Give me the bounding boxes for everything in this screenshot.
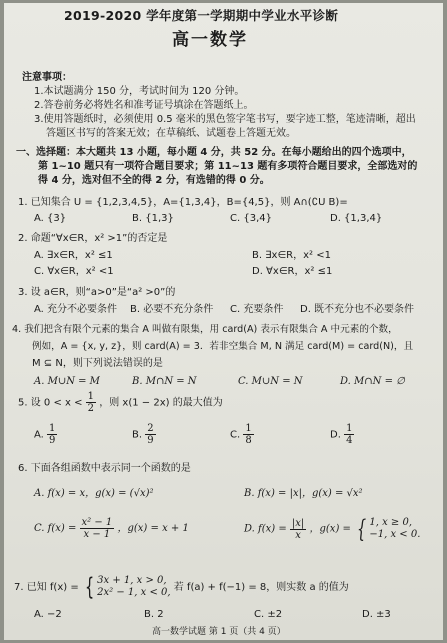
- q3-option-a: A. 充分不必要条件: [34, 304, 118, 315]
- q2-option-d: D. ∀x∈R，x² ≤1: [252, 266, 333, 277]
- q6-option-b: B. f(x) = |x|，g(x) = √x²: [244, 488, 363, 499]
- exam-page: [4, 3, 443, 640]
- question-1-stem: 1. 已知集合 U = {1,2,3,4,5}，A={1,3,4}，B={4,5}，则 A∩(∁U B)=: [18, 197, 348, 208]
- option-fraction: [80, 517, 115, 540]
- q4-option-a: A. M∪N = M: [34, 376, 100, 387]
- q5-option-a: [34, 423, 57, 446]
- q3-option-d: D. 既不充分也不必要条件: [300, 304, 415, 315]
- q7-option-c: C. ±2: [254, 609, 283, 620]
- q3-option-c: C. 充要条件: [230, 304, 284, 315]
- q5-option-c: [230, 423, 254, 446]
- option-fraction: [145, 423, 155, 446]
- question-4-line: 4. 我们把含有限个元素的集合 A 叫做有限集，用 card(A) 表示有限集合 A 中元素的个数，: [12, 324, 398, 335]
- fraction-numerator: 2: [147, 423, 154, 434]
- fraction-denominator: x: [295, 529, 301, 541]
- page-footer: 高一数学试题 第 1 页（共 4 页）: [152, 627, 286, 637]
- option-fraction: [47, 423, 57, 446]
- fraction-denominator: 2: [87, 403, 95, 414]
- q2-option-a: A. ∃x∈R，x² ≤1: [34, 250, 113, 261]
- q3-option-b: B. 必要不充分条件: [130, 304, 214, 315]
- fraction-numerator: x² − 1: [81, 517, 113, 528]
- q4-option-c: C. M∪N = N: [238, 376, 303, 387]
- option-fraction: [290, 518, 306, 541]
- left-brace: {: [357, 515, 367, 543]
- q7-stem-pre: 7. 已知 f(x) =: [14, 582, 79, 593]
- option-text: ，g(x) =: [309, 523, 351, 535]
- q1-option-a: A. {3}: [34, 213, 67, 224]
- question-3-stem: 3. 设 a∈R，则“a>0”是“a² >0”的: [18, 287, 176, 298]
- case-line: −1, x < 0.: [369, 529, 421, 540]
- question-4-line: M ⊆ N，则下列说法错误的是: [32, 358, 163, 369]
- q7-option-a: A. −2: [34, 609, 62, 620]
- q5-stem-post: ，则 x(1 − 2x) 的最大值为: [99, 397, 223, 409]
- q6-option-d: [244, 517, 420, 541]
- fraction-denominator: 8: [245, 435, 252, 446]
- section-instructions: 一、选择题：本大题共 13 小题，每小题 4 分，共 52 分。在每小题给出的四个选项中，: [16, 147, 412, 158]
- q5-option-d: [330, 423, 354, 446]
- fraction-numerator: 1: [245, 423, 252, 434]
- note-line: 2.答卷前务必将姓名和准考证号填涂在答题纸上。: [34, 100, 254, 111]
- q5-option-b: [132, 423, 156, 446]
- option-text: D. f(x) =: [244, 523, 287, 535]
- q7-stem-post: 若 f(a) + f(−1) = 8，则实数 a 的值为: [173, 582, 349, 593]
- q2-option-c: C. ∀x∈R，x² <1: [34, 266, 114, 277]
- fraction-denominator: 9: [49, 435, 56, 446]
- question-2-stem: 2. 命题“∀x∈R，x² >1”的否定是: [18, 233, 168, 244]
- question-5-stem: [18, 391, 223, 414]
- option-text: C. f(x) =: [34, 523, 77, 534]
- fraction-numerator: |x|: [291, 517, 305, 529]
- q6-option-a: A. f(x) = x，g(x) = (√x)²: [34, 488, 154, 499]
- fraction-denominator: 4: [346, 435, 353, 446]
- notes-heading: 注意事项：: [22, 72, 72, 83]
- q1-option-d: D. {1,3,4}: [330, 213, 383, 224]
- option-fraction: [344, 423, 354, 446]
- fraction-denominator: 9: [147, 435, 154, 446]
- option-label: B.: [132, 429, 143, 441]
- q5-stem-fraction: [86, 391, 96, 414]
- q4-option-d: D. M∩N = ∅: [340, 376, 405, 387]
- piecewise-cases: [369, 517, 420, 541]
- note-line: 答题区书写的答案无效；在草稿纸、试题卷上答题无效。: [46, 128, 296, 139]
- note-line: 3.使用答题纸时，必须使用 0.5 毫米的黑色签字笔书写，要字迹工整，笔迹清晰，超出: [34, 114, 416, 125]
- exam-header: 2019-2020 学年度第一学期期中学业水平诊断: [64, 8, 339, 23]
- fraction-numerator: 1: [87, 391, 95, 402]
- fraction-denominator: x − 1: [83, 529, 111, 540]
- q2-option-b: B. ∃x∈R，x² <1: [252, 250, 331, 261]
- q1-option-b: B. {1,3}: [132, 213, 174, 224]
- case-line: 1, x ≥ 0,: [369, 517, 413, 528]
- q7-option-b: B. 2: [144, 609, 164, 620]
- option-fraction: [243, 423, 253, 446]
- q4-option-b: B. M∩N = N: [132, 376, 197, 387]
- note-line: 1.本试题满分 150 分，考试时间为 120 分钟。: [34, 86, 245, 97]
- question-6-stem: 6. 下面各组函数中表示同一个函数的是: [18, 463, 191, 474]
- left-brace: {: [84, 573, 95, 601]
- option-label: C.: [230, 429, 241, 441]
- option-label: D.: [330, 429, 341, 441]
- page-title: 高一数学: [172, 30, 248, 50]
- case-line: 3x + 1, x > 0,: [97, 575, 167, 586]
- piecewise-cases: [97, 575, 170, 599]
- q7-option-d: D. ±3: [362, 609, 391, 620]
- question-4-line: 例如，A = {x, y, z}，则 card(A) = 3．若非空集合 M, N 满足 card(M) = card(N)，且: [32, 341, 414, 352]
- option-text: ，g(x) = x + 1: [117, 523, 189, 534]
- q1-option-c: C. {3,4}: [230, 213, 272, 224]
- section-instructions: 得 4 分，选对但不全的得 2 分，有选错的得 0 分。: [38, 175, 270, 186]
- q5-stem-pre: 5. 设 0 < x <: [18, 397, 83, 409]
- question-7-stem: [14, 575, 349, 599]
- section-instructions: 第 1~10 题只有一项符合题目要求；第 11~13 题有多项符合题目要求，全部选对的: [38, 161, 418, 172]
- q6-option-c: [34, 517, 189, 540]
- case-line: 2x² − 1, x < 0,: [97, 587, 171, 598]
- fraction-numerator: 1: [49, 423, 56, 434]
- fraction-numerator: 1: [346, 423, 353, 434]
- option-label: A.: [34, 429, 44, 441]
